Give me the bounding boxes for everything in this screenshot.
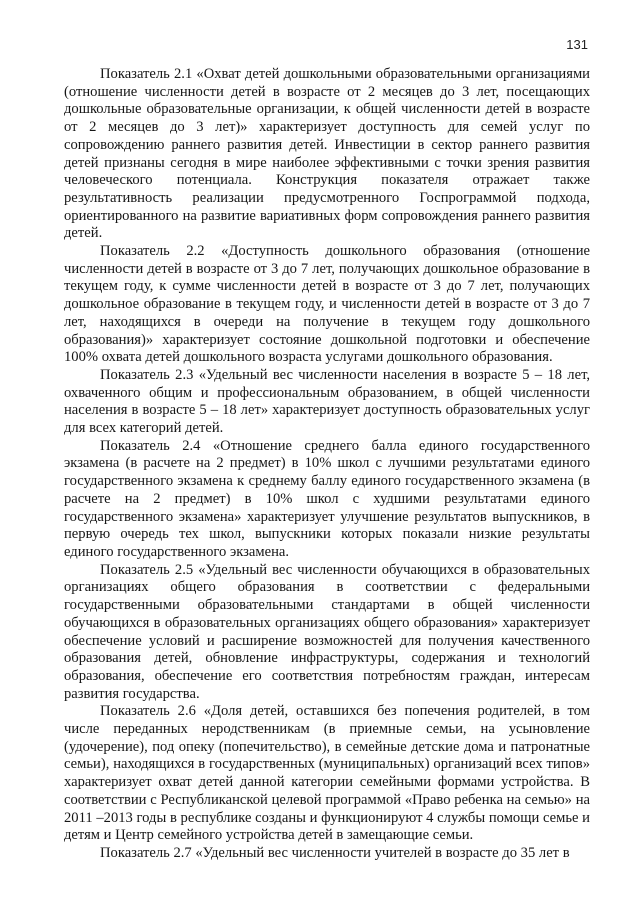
body-text: [64, 66, 590, 863]
paragraph-indicator-2-3: Показатель 2.3 «Удельный вес численности населения в возрасте 5 – 18 лет, охваченного общим и профессиональным образованием, в общей численности населения в возрасте 5 – 18 лет» характеризует доступность образовательных услуг для всех категорий детей.: [64, 366, 590, 437]
paragraph-indicator-2-4: Показатель 2.4 «Отношение среднего балла единого государственного экзамена (в расчете на 2 предмет) в 10% школ с лучшими результатами единого государственного экзамена к среднему баллу единого государственного экзамена (в расчете на 2 предмет) в 10% школ с худшими результатами единого государственного экзамена» характеризует улучшение результатов выпускников, в первую очередь тех школ, выпускники которых показали низкие результаты единого государственного экзамена.: [64, 437, 590, 560]
paragraph-indicator-2-2: Показатель 2.2 «Доступность дошкольного образования (отношение численности детей в возрасте от 3 до 7 лет, получающих дошкольное образование в текущем году, к сумме численности детей в возрасте от 3 до 7 лет, получающих дошкольное образование в текущем году, и численности детей в возрасте от 3 до 7 лет, находящихся в очереди на получение в текущем году дошкольного образования)» характеризует состояние дошкольной подготовки и обеспечение 100% охвата детей дошкольного возраста услугами дошкольного образования.: [64, 243, 590, 366]
paragraph-indicator-2-1: Показатель 2.1 «Охват детей дошкольными образовательными организациями (отношение численности детей в возрасте от 2 месяцев до 3 лет, посещающих дошкольные образовательные организации, к общей численности детей в возрасте от 2 месяцев до 3 лет)» характеризует доступность для семей услуг по сопровождению раннего развития детей. Инвестиции в сектор раннего развития детей признаны сегодня в мире наиболее эффективными с точки зрения развития человеческого потенциала. Конструкция показателя отражает также результативность реализации предусмотренного Госпрограммой подхода, ориентированного на развитие вариативных форм сопровождения раннего развития детей.: [64, 66, 590, 242]
paragraph-indicator-2-7: Показатель 2.7 «Удельный вес численности учителей в возрасте до 35 лет в: [100, 844, 570, 861]
paragraph-indicator-2-6: Показатель 2.6 «Доля детей, оставшихся без попечения родителей, в том числе переданных неродственникам (в приемные семьи, на усыновление (удочерение), под опеку (попечительство), в семейные детские дома и патронатные семьи), находящихся в государственных (муниципальных) организаций всех типов» характеризует охват детей данной категории семейными формами устройства. В соответствии с Республиканской целевой программой «Право ребенка на семью» на 2011 –2013 годы в республике созданы и функционируют 4 службы помощи семье и детям и Центр семейного устройства детей в замещающие семьи.: [64, 703, 590, 844]
paragraph-indicator-2-5: Показатель 2.5 «Удельный вес численности обучающихся в образовательных организациях общего образования в соответствии с федеральными государственными образовательными стандартами в общей численности обучающихся в образовательных организациях общего образования» характеризует обеспечение условий и расширение возможностей для получения качественного образования детей, обновление инфраструктуры, содержания и технологий образования, обеспечение его соответствия потребностям граждан, интересам развития государства.: [64, 561, 590, 702]
page-number: 131: [566, 37, 588, 52]
